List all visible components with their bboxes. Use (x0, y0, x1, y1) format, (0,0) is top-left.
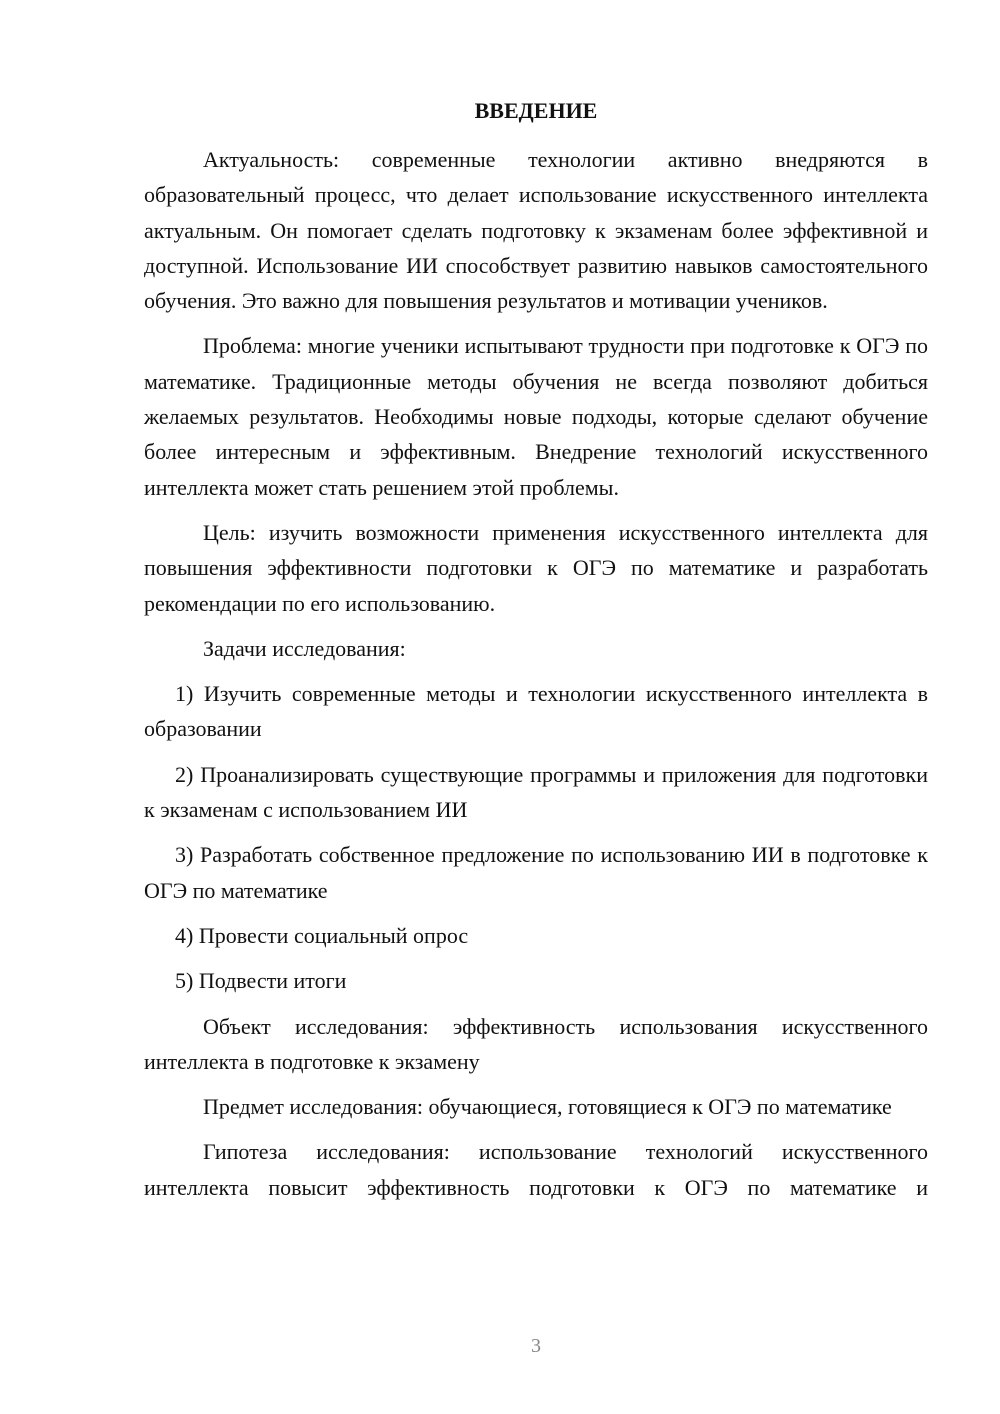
task-item-4: 4) Провести социальный опрос (175, 922, 469, 948)
task-item-2: 2) Проанализировать существующие программы и приложения для подготовки к экзаменам с использованием ИИ (144, 761, 928, 823)
page-number: 3 (531, 1335, 541, 1357)
paragraph-goal: Цель: изучить возможности применения искусственного интеллекта для повышения эффективности подготовки к ОГЭ по математике и разработать рекомендации по его использованию. (144, 519, 928, 616)
section-title: ВВЕДЕНИЕ (474, 98, 598, 123)
paragraph-tasks-heading: Задачи исследования: (203, 635, 406, 661)
paragraph-hypothesis: Гипотеза исследования: использование технологий искусственного интеллекта повысит эффективность подготовки к ОГЭ по математике и (144, 1139, 928, 1200)
paragraph-problem: Проблема: многие ученики испытывают трудности при подготовке к ОГЭ по математике. Традиционные методы обучения не всегда позволяют добиться желаемых результатов. Необходимы новые подходы, которые сделают обучение более интересным и эффективным. Внедрение технологий искусственного интеллекта может стать решением этой проблемы. (144, 333, 928, 500)
paragraph-subject: Предмет исследования: обучающиеся, готовящиеся к ОГЭ по математике (203, 1094, 892, 1120)
paragraph-relevance: Актуальность: современные технологии активно внедряются в образовательный процесс, что делает использование искусственного интеллекта актуальным. Он помогает сделать подготовку к экзаменам более эффективной и доступной. Использование ИИ способствует развитию навыков самостоятельного обучения. Это важно для повышения результатов и мотивации учеников. (144, 147, 928, 314)
task-item-5: 5) Подвести итоги (175, 968, 347, 994)
task-item-3: 3) Разработать собственное предложение по использованию ИИ в подготовке к ОГЭ по математике (144, 842, 928, 903)
document-body (144, 142, 928, 1205)
paragraph-object: Объект исследования: эффективность использования искусственного интеллекта в подготовке к экзамену (144, 1013, 928, 1074)
task-item-1: 1) Изучить современные методы и технологии искусственного интеллекта в образовании (144, 681, 928, 742)
